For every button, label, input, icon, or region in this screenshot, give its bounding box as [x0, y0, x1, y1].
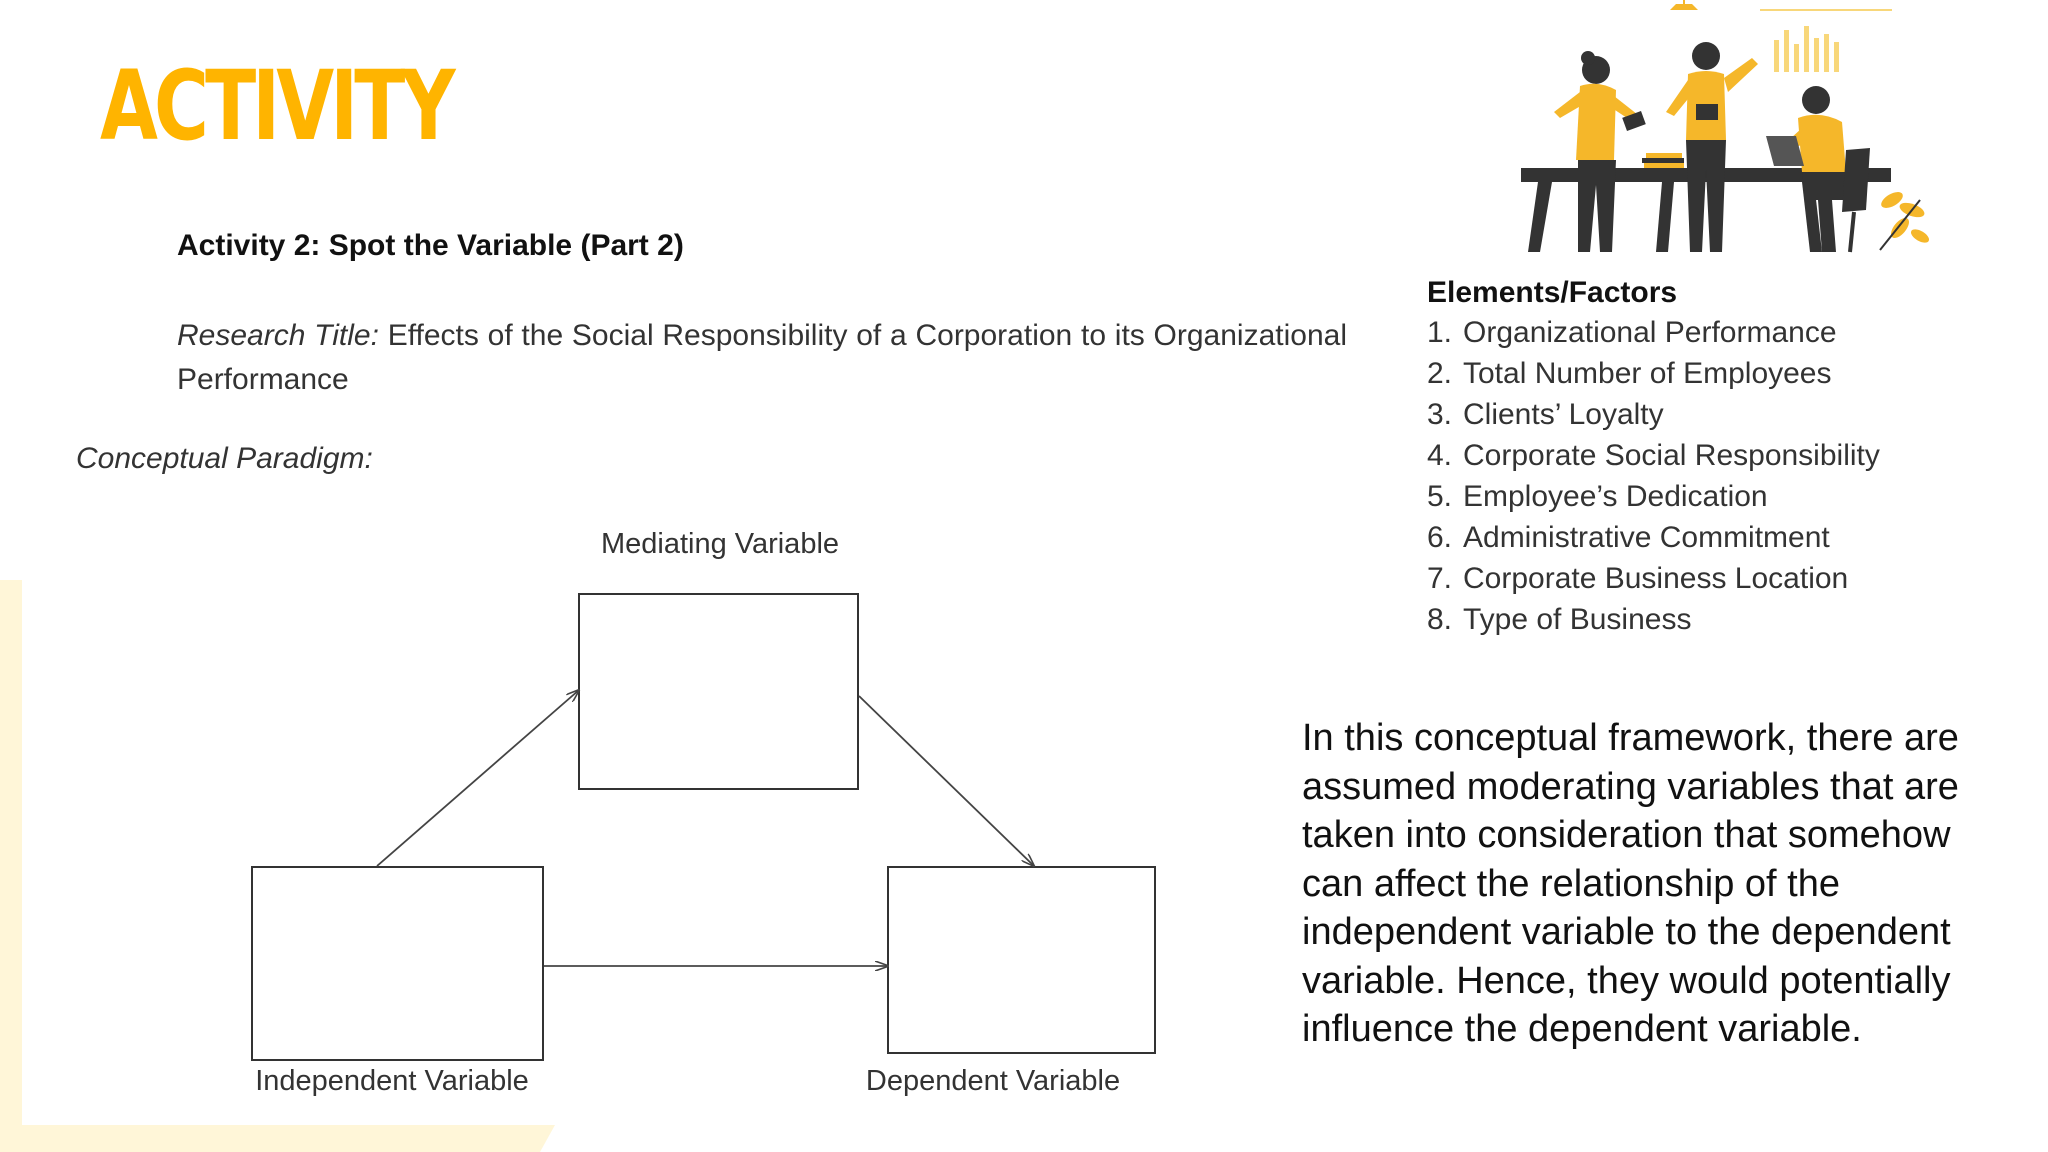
explanation-text: In this conceptual framework, there are assumed moderating variables that are taken into consideration that somehow can affect the relationship of the independent variable to the dependent variable. Hence, they would potentially influence the dependent variable. [1302, 717, 1959, 1050]
mediating-variable-box [579, 594, 858, 789]
elements-list [1427, 276, 1987, 640]
team-meeting-illustration [1520, 0, 1940, 260]
conceptual-paradigm-label: Conceptual Paradigm: [76, 442, 373, 475]
independent-variable-label: Independent Variable [255, 1065, 529, 1097]
list-item: 5. Employee’s Dedication [1427, 480, 1768, 513]
list-item: 7. Corporate Business Location [1427, 562, 1849, 595]
research-title-label: Research Title: [177, 319, 379, 352]
list-item: 2. Total Number of Employees [1427, 357, 1832, 390]
list-item: 6. Administrative Commitment [1427, 521, 1830, 554]
list-item: 1. Organizational Performance [1427, 316, 1837, 349]
mediating-variable-label: Mediating Variable [600, 528, 840, 560]
independent-variable-box [252, 867, 543, 1060]
list-item: 8. Type of Business [1427, 603, 1692, 636]
arrow-independent-to-mediating [377, 690, 579, 866]
list-item: 4. Corporate Social Responsibility [1427, 439, 1880, 472]
elements-items [1427, 312, 1987, 640]
activity-heading: Activity 2: Spot the Variable (Part 2) [177, 229, 684, 262]
list-item: 3. Clients’ Loyalty [1427, 398, 1664, 431]
slide-title: ACTIVITY [100, 50, 452, 162]
arrow-mediating-to-dependent [859, 696, 1034, 866]
elements-heading: Elements/Factors [1427, 276, 1678, 309]
research-title-text: Effects of the Social Responsibility of a Corporation to its Organizational Performance [177, 319, 1347, 396]
dependent-variable-box [888, 867, 1155, 1053]
dependent-variable-label: Dependent Variable [865, 1065, 1121, 1097]
